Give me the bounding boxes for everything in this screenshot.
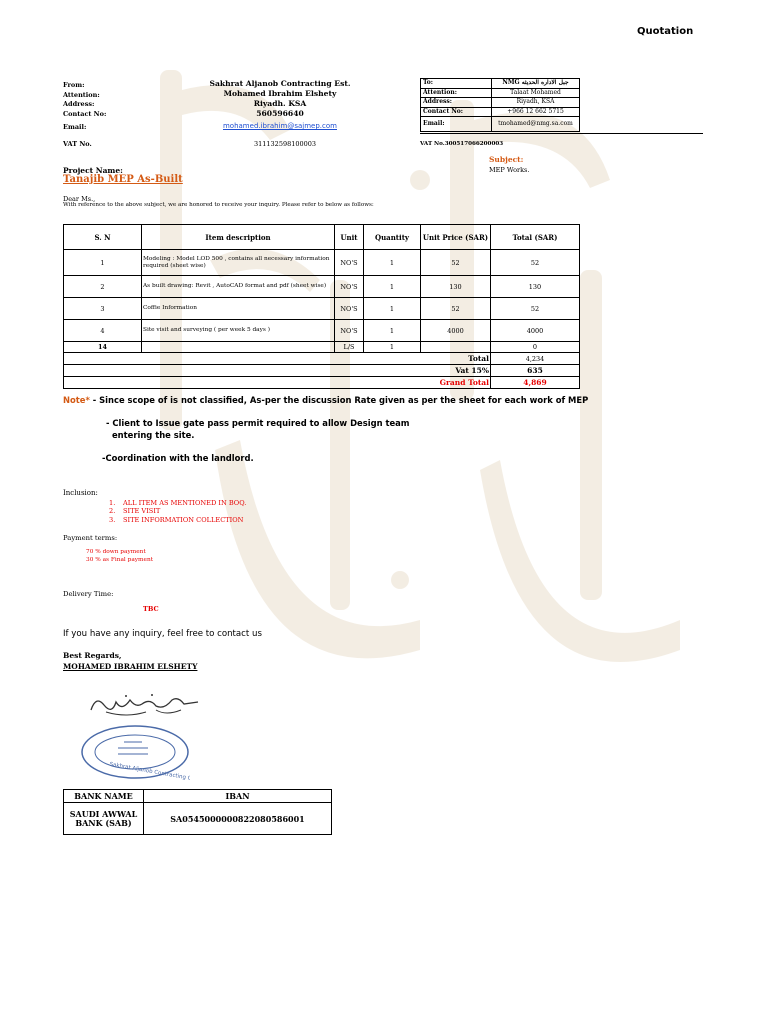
row-unit: NO'S	[335, 276, 364, 298]
list-item	[109, 499, 246, 507]
doc-title: Quotation	[637, 26, 694, 37]
note-text: - Since scope of is not classified, As-per the discussion Rate given as per the sheet for each work of MEP	[89, 395, 589, 405]
list-item	[109, 516, 246, 524]
header-unit-price: Unit Price (SAR)	[421, 225, 491, 250]
list-text: SITE INFORMATION COLLECTION	[123, 515, 244, 524]
row-qty: 1	[364, 276, 421, 298]
from-email-link[interactable]: mohamed.ibrahim@sajmep.com	[222, 122, 337, 130]
payment-item: 30 % as Final payment	[86, 557, 154, 563]
row-qty: 1	[364, 298, 421, 320]
bank-table	[63, 789, 332, 835]
to-email-value: tmohamed@nmg.sa.com	[492, 117, 580, 132]
row-price: 4000	[421, 320, 491, 342]
list-num: 3.	[109, 515, 116, 524]
header-divider	[420, 133, 703, 134]
row-desc: Site visit and surveying ( per week 5 days )	[142, 320, 335, 342]
row-unit: NO'S	[335, 250, 364, 276]
list-text: SITE VISIT	[123, 507, 161, 516]
row-price	[421, 342, 491, 353]
email-label: Email:	[63, 123, 87, 131]
row-desc: As built drawing: Revit , AutoCAD format and pdf (sheet wise)	[142, 276, 335, 298]
to-address-value: Riyadh, KSA	[492, 98, 580, 108]
to-attention-value: Talaat Mohamed	[492, 88, 580, 98]
list-item	[109, 507, 246, 515]
to-value: NMG جبل الاداره الحديثه	[492, 79, 580, 89]
from-labels	[63, 81, 106, 133]
row-price: 52	[421, 298, 491, 320]
note-line-1	[63, 395, 588, 405]
to-label: To:	[421, 79, 492, 89]
bank-name-header: BANK NAME	[64, 790, 144, 803]
table-row	[64, 298, 580, 320]
subject-value: MEP Works.	[489, 166, 530, 174]
row-qty: 1	[364, 320, 421, 342]
from-label: From:	[63, 81, 85, 89]
regards-text: Best Regards,	[63, 651, 122, 660]
row-total: 4000	[491, 320, 580, 342]
header-quantity: Quantity	[364, 225, 421, 250]
project-label: Project Name:	[63, 166, 123, 175]
vat-row-value: 635	[491, 365, 580, 377]
row-price: 52	[421, 250, 491, 276]
delivery-value: TBC	[143, 605, 159, 613]
from-address: Riyadh. KSA	[253, 99, 307, 108]
row-unit: NO'S	[335, 298, 364, 320]
payment-label: Payment terms:	[63, 534, 118, 542]
total-row	[64, 353, 580, 365]
to-email-label: Email:	[421, 117, 492, 132]
header-unit: Unit	[335, 225, 364, 250]
row-total: 52	[491, 250, 580, 276]
inclusion-label: Inclusion:	[63, 489, 98, 497]
total-value: 4,234	[491, 353, 580, 365]
to-contact-label: Contact No:	[421, 107, 492, 117]
note-line-3: -Coordination with the landlord.	[102, 453, 254, 463]
intro-text: With reference to the above subject, we are honored to receive your inquiry. Please refer to below as follows:	[63, 202, 374, 208]
delivery-label: Delivery Time:	[63, 590, 114, 598]
vat-label: VAT No.	[63, 140, 92, 148]
to-attention-label: Attention:	[421, 88, 492, 98]
row-sn: 1	[64, 250, 142, 276]
list-num: 2.	[109, 507, 116, 516]
row-price: 130	[421, 276, 491, 298]
address-label: Address:	[63, 100, 95, 108]
header-description: Item description	[142, 225, 335, 250]
table-row	[64, 342, 580, 353]
grand-total-label: Grand Total	[64, 377, 491, 389]
from-values	[190, 79, 370, 131]
note-line-2a: - Client to Issue gate pass permit required to allow Design team	[106, 418, 410, 428]
contact-label: Contact No:	[63, 109, 107, 118]
note-line-2b: entering the site.	[112, 430, 195, 440]
closing-text: If you have any inquiry, feel free to contact us	[63, 629, 262, 639]
row-sn: 2	[64, 276, 142, 298]
row-desc	[142, 342, 335, 353]
row-sn: 14	[64, 342, 142, 353]
iban-value: SA0545000000822080586001	[144, 803, 332, 835]
inclusion-list	[109, 499, 246, 524]
signer-name: MOHAMED IBRAHIM ELSHETY	[63, 662, 198, 671]
row-unit: L/S	[335, 342, 364, 353]
vat-row	[64, 365, 580, 377]
to-contact-value: +966 12 662 5715	[492, 107, 580, 117]
table-row	[64, 276, 580, 298]
signature	[86, 690, 206, 724]
total-label: Total	[64, 353, 491, 365]
row-sn: 4	[64, 320, 142, 342]
to-address-label: Address:	[421, 98, 492, 108]
row-sn: 3	[64, 298, 142, 320]
payment-item: 70 % down payment	[86, 549, 146, 555]
greeting: Dear Ms.,	[63, 195, 96, 203]
to-box	[420, 78, 580, 132]
iban-header: IBAN	[144, 790, 332, 803]
list-text: ALL ITEM AS MENTIONED IN BOQ.	[123, 499, 247, 507]
list-num: 1.	[109, 499, 116, 507]
company-stamp	[80, 724, 190, 784]
project-name: Tanajib MEP As-Built	[63, 174, 183, 185]
row-unit: NO'S	[335, 320, 364, 342]
grand-total-row	[64, 377, 580, 389]
subject-label: Subject:	[489, 155, 524, 164]
grand-total-value: 4,869	[491, 377, 580, 389]
row-qty: 1	[364, 342, 421, 353]
from-attention: Mohamed Ibrahim Elshety	[223, 89, 337, 98]
row-desc: Modeling : Model LOD 500 , contains all necessary information required (sheet wise)	[142, 250, 335, 276]
payment-list	[86, 548, 153, 564]
from-company: Sakhrat Aljanob Contracting Est.	[209, 79, 351, 88]
row-total: 52	[491, 298, 580, 320]
stamp-text: Sakhrat Aljanob Contracting Co.	[108, 761, 190, 780]
vat-value: 311132598100003	[254, 140, 317, 148]
items-table	[63, 224, 580, 389]
header-sn: S. N	[64, 225, 142, 250]
vat-row-label: Vat 15%	[64, 365, 491, 377]
table-row	[64, 250, 580, 276]
table-row	[64, 320, 580, 342]
row-qty: 1	[364, 250, 421, 276]
row-total: 0	[491, 342, 580, 353]
row-desc: Coffie Information	[142, 298, 335, 320]
to-vat: VAT No.300517066200003	[420, 141, 504, 147]
row-total: 130	[491, 276, 580, 298]
bank-name-value: SAUDI AWWAL BANK (SAB)	[64, 803, 144, 835]
attention-label: Attention:	[63, 90, 100, 99]
note-label: Note*	[63, 395, 90, 405]
header-total: Total (SAR)	[491, 225, 580, 250]
from-contact: 560596640	[256, 109, 304, 118]
